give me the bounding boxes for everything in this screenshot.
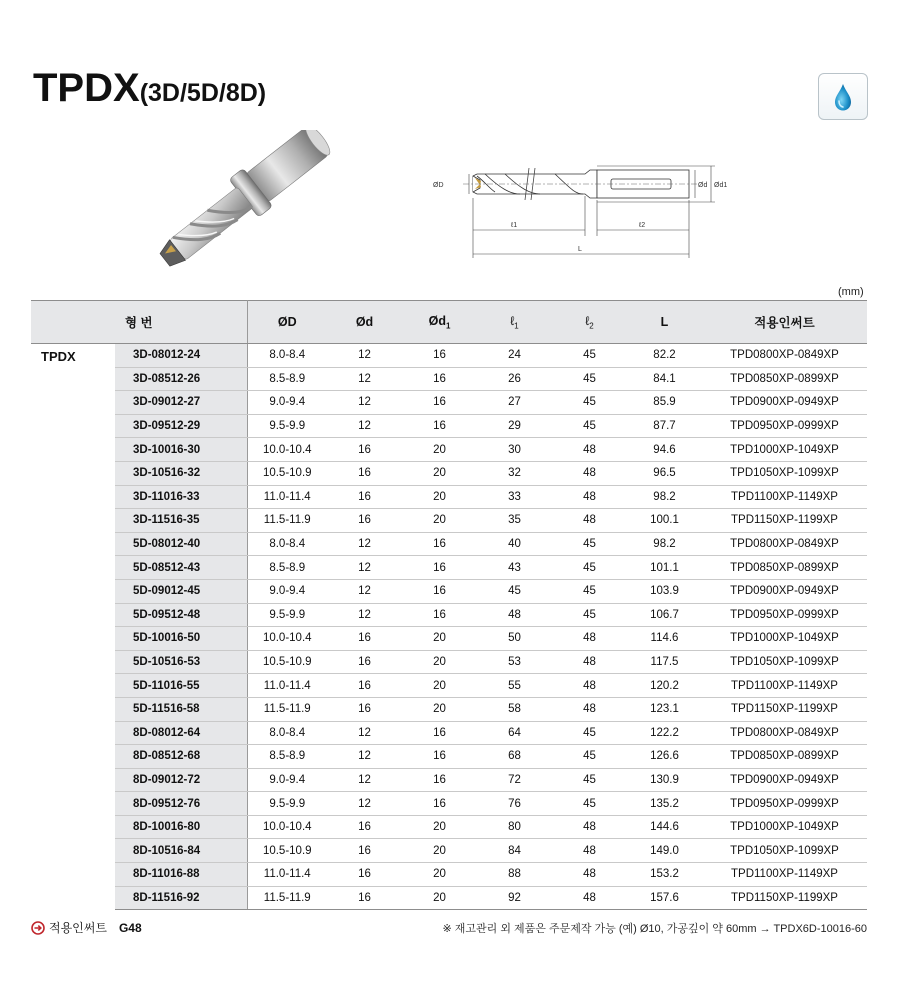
cell-insert: TPD1050XP-1099XP xyxy=(702,461,867,485)
cell-d: 11.0-11.4 xyxy=(247,674,327,698)
cell-l2: 48 xyxy=(552,509,627,533)
model-cell: 5D-09512-48 xyxy=(115,603,247,627)
footer-ref-page: G48 xyxy=(118,920,142,935)
cell-d: 16 xyxy=(327,650,402,674)
model-cell: 3D-10516-32 xyxy=(115,461,247,485)
cell-d: 8.5-8.9 xyxy=(247,745,327,769)
cell-l1: 53 xyxy=(477,650,552,674)
cell-d: 8.5-8.9 xyxy=(247,367,327,391)
cell-insert: TPD1000XP-1049XP xyxy=(702,438,867,462)
cell-l: 149.0 xyxy=(627,839,702,863)
cell-d: 12 xyxy=(327,414,402,438)
title-sub: (3D/5D/8D) xyxy=(139,79,267,107)
cell-d: 16 xyxy=(327,461,402,485)
cell-insert: TPD1000XP-1049XP xyxy=(702,815,867,839)
cell-insert: TPD1100XP-1149XP xyxy=(702,674,867,698)
title-main: TPDX xyxy=(33,66,140,110)
header-D: ØD xyxy=(247,301,327,344)
cell-insert: TPD0800XP-0849XP xyxy=(702,344,867,368)
cell-d: 10.0-10.4 xyxy=(247,627,327,651)
cell-d: 12 xyxy=(327,391,402,415)
cell-d1: 16 xyxy=(402,721,477,745)
cell-l: 98.2 xyxy=(627,485,702,509)
cell-l2: 48 xyxy=(552,839,627,863)
label-l2: ℓ2 xyxy=(639,222,646,229)
cell-d: 16 xyxy=(327,839,402,863)
label-l1: ℓ1 xyxy=(511,222,518,229)
cell-l2: 48 xyxy=(552,886,627,910)
cell-l2: 45 xyxy=(552,721,627,745)
cell-l1: 72 xyxy=(477,768,552,792)
table-row xyxy=(31,815,867,839)
label-D: ØD xyxy=(433,182,444,189)
cell-d1: 20 xyxy=(402,886,477,910)
cell-d: 8.5-8.9 xyxy=(247,556,327,580)
cell-d1: 16 xyxy=(402,367,477,391)
cell-l: 98.2 xyxy=(627,532,702,556)
cell-d1: 20 xyxy=(402,485,477,509)
footer-note: ※ 재고관리 외 제품은 주문제작 가능 (예) Ø10, 가공깊이 약 60mm → TPDX6D-10016-60 xyxy=(442,923,867,935)
cell-d: 16 xyxy=(327,485,402,509)
cell-d1: 16 xyxy=(402,344,477,368)
cell-l1: 55 xyxy=(477,674,552,698)
model-cell: 3D-11516-35 xyxy=(115,509,247,533)
cell-l2: 45 xyxy=(552,391,627,415)
table-row xyxy=(31,674,867,698)
cell-l: 120.2 xyxy=(627,674,702,698)
cell-l2: 48 xyxy=(552,863,627,887)
cell-d: 9.0-9.4 xyxy=(247,768,327,792)
cell-l1: 84 xyxy=(477,839,552,863)
model-cell: 3D-09512-29 xyxy=(115,414,247,438)
cell-d: 12 xyxy=(327,556,402,580)
cell-l1: 24 xyxy=(477,344,552,368)
model-cell: 5D-08012-40 xyxy=(115,532,247,556)
table-row xyxy=(31,721,867,745)
table-row xyxy=(31,863,867,887)
cell-insert: TPD0800XP-0849XP xyxy=(702,721,867,745)
cell-l2: 45 xyxy=(552,579,627,603)
cell-l: 101.1 xyxy=(627,556,702,580)
cell-l1: 35 xyxy=(477,509,552,533)
cell-insert: TPD1100XP-1149XP xyxy=(702,485,867,509)
cell-l: 84.1 xyxy=(627,367,702,391)
cell-l1: 30 xyxy=(477,438,552,462)
cell-l: 117.5 xyxy=(627,650,702,674)
cell-d1: 16 xyxy=(402,745,477,769)
group-label: TPDX xyxy=(41,349,76,364)
cell-d: 12 xyxy=(327,579,402,603)
table-row xyxy=(31,839,867,863)
cell-l: 94.6 xyxy=(627,438,702,462)
cell-d: 12 xyxy=(327,721,402,745)
cell-d: 12 xyxy=(327,792,402,816)
cell-l: 123.1 xyxy=(627,697,702,721)
cell-insert: TPD1150XP-1199XP xyxy=(702,697,867,721)
table-row xyxy=(31,650,867,674)
cell-d1: 20 xyxy=(402,863,477,887)
cell-d: 11.5-11.9 xyxy=(247,886,327,910)
model-cell: 8D-10016-80 xyxy=(115,815,247,839)
table-row xyxy=(31,509,867,533)
cell-l1: 64 xyxy=(477,721,552,745)
table-row xyxy=(31,461,867,485)
cell-d: 12 xyxy=(327,367,402,391)
cell-l: 103.9 xyxy=(627,579,702,603)
cell-d1: 16 xyxy=(402,792,477,816)
table-row xyxy=(31,579,867,603)
model-cell: 8D-11516-92 xyxy=(115,886,247,910)
cell-l: 135.2 xyxy=(627,792,702,816)
table-row xyxy=(31,627,867,651)
table-row xyxy=(31,485,867,509)
cell-l1: 92 xyxy=(477,886,552,910)
model-cell: 8D-10516-84 xyxy=(115,839,247,863)
cell-d: 10.0-10.4 xyxy=(247,815,327,839)
cell-d: 16 xyxy=(327,674,402,698)
cell-l1: 76 xyxy=(477,792,552,816)
header-L: L xyxy=(627,301,702,344)
cell-insert: TPD1050XP-1099XP xyxy=(702,650,867,674)
cell-insert: TPD0900XP-0949XP xyxy=(702,768,867,792)
cell-l: 85.9 xyxy=(627,391,702,415)
cell-d1: 16 xyxy=(402,414,477,438)
unit-label: (mm) xyxy=(838,286,864,298)
model-cell: 3D-10016-30 xyxy=(115,438,247,462)
cell-l: 96.5 xyxy=(627,461,702,485)
cell-d1: 16 xyxy=(402,603,477,627)
cell-d1: 16 xyxy=(402,532,477,556)
cell-l: 144.6 xyxy=(627,815,702,839)
cell-d: 10.0-10.4 xyxy=(247,438,327,462)
cell-d: 8.0-8.4 xyxy=(247,721,327,745)
cell-l2: 45 xyxy=(552,792,627,816)
label-d: Ød xyxy=(698,182,708,189)
model-cell: 5D-08512-43 xyxy=(115,556,247,580)
table-row xyxy=(31,792,867,816)
cell-l1: 45 xyxy=(477,579,552,603)
cell-d: 9.5-9.9 xyxy=(247,792,327,816)
cell-d: 10.5-10.9 xyxy=(247,650,327,674)
cell-insert: TPD1100XP-1149XP xyxy=(702,863,867,887)
cell-d1: 20 xyxy=(402,627,477,651)
cell-l2: 48 xyxy=(552,485,627,509)
cell-d: 12 xyxy=(327,532,402,556)
table-header-row xyxy=(31,301,867,344)
cell-d: 11.0-11.4 xyxy=(247,485,327,509)
model-cell: 8D-08012-64 xyxy=(115,721,247,745)
cell-d1: 20 xyxy=(402,815,477,839)
cell-insert: TPD0900XP-0949XP xyxy=(702,579,867,603)
cell-d: 16 xyxy=(327,509,402,533)
cell-d: 9.5-9.9 xyxy=(247,414,327,438)
cell-d: 11.0-11.4 xyxy=(247,863,327,887)
cell-d: 16 xyxy=(327,697,402,721)
cell-l1: 58 xyxy=(477,697,552,721)
drill-photo xyxy=(130,130,340,280)
cell-l: 157.6 xyxy=(627,886,702,910)
cell-insert: TPD1150XP-1199XP xyxy=(702,509,867,533)
model-cell: 5D-11016-55 xyxy=(115,674,247,698)
cell-l2: 45 xyxy=(552,745,627,769)
cell-insert: TPD0950XP-0999XP xyxy=(702,792,867,816)
footer-ref-label: 적용인써트 xyxy=(49,921,107,935)
cell-d1: 16 xyxy=(402,556,477,580)
cell-insert: TPD1150XP-1199XP xyxy=(702,886,867,910)
label-d1: Ød1 xyxy=(714,182,728,189)
header-model: 형 번 xyxy=(31,301,247,344)
model-cell: 8D-09512-76 xyxy=(115,792,247,816)
cell-l2: 45 xyxy=(552,344,627,368)
table-row xyxy=(31,697,867,721)
cell-l2: 45 xyxy=(552,367,627,391)
cell-l2: 48 xyxy=(552,438,627,462)
cell-l2: 48 xyxy=(552,674,627,698)
table-row xyxy=(31,438,867,462)
footer-reference xyxy=(31,919,142,936)
cell-d: 16 xyxy=(327,815,402,839)
cell-l1: 33 xyxy=(477,485,552,509)
table-row xyxy=(31,768,867,792)
cell-d: 9.0-9.4 xyxy=(247,391,327,415)
cell-d1: 20 xyxy=(402,461,477,485)
cell-d: 11.5-11.9 xyxy=(247,509,327,533)
model-cell: 5D-11516-58 xyxy=(115,697,247,721)
table-row xyxy=(31,886,867,910)
cell-l1: 68 xyxy=(477,745,552,769)
cell-d: 16 xyxy=(327,438,402,462)
header-l2: ℓ$_2$ xyxy=(552,301,627,344)
cell-l2: 48 xyxy=(552,697,627,721)
cell-insert: TPD0800XP-0849XP xyxy=(702,532,867,556)
cell-l1: 29 xyxy=(477,414,552,438)
arrow-circle-icon xyxy=(31,921,45,935)
header-l1: ℓ$_1$ xyxy=(477,301,552,344)
cell-insert: TPD0850XP-0899XP xyxy=(702,745,867,769)
cell-l2: 45 xyxy=(552,414,627,438)
model-cell: 3D-11016-33 xyxy=(115,485,247,509)
cell-insert: TPD0900XP-0949XP xyxy=(702,391,867,415)
cell-d: 8.0-8.4 xyxy=(247,344,327,368)
cell-l1: 32 xyxy=(477,461,552,485)
cell-d1: 20 xyxy=(402,438,477,462)
cell-l: 153.2 xyxy=(627,863,702,887)
table-row xyxy=(31,414,867,438)
model-cell: 8D-11016-88 xyxy=(115,863,247,887)
cell-l2: 45 xyxy=(552,532,627,556)
cell-insert: TPD1050XP-1099XP xyxy=(702,839,867,863)
cell-d1: 20 xyxy=(402,650,477,674)
header-d: Ød xyxy=(327,301,402,344)
cell-l1: 80 xyxy=(477,815,552,839)
model-cell: 3D-09012-27 xyxy=(115,391,247,415)
cell-l: 87.7 xyxy=(627,414,702,438)
header-insert: 적용인써트 xyxy=(702,301,867,344)
model-cell: 5D-10016-50 xyxy=(115,627,247,651)
cell-l1: 50 xyxy=(477,627,552,651)
cell-l: 106.7 xyxy=(627,603,702,627)
cell-l2: 48 xyxy=(552,461,627,485)
cell-d1: 16 xyxy=(402,391,477,415)
cell-insert: TPD0850XP-0899XP xyxy=(702,556,867,580)
cell-insert: TPD0950XP-0999XP xyxy=(702,414,867,438)
cell-d: 12 xyxy=(327,768,402,792)
model-cell: 3D-08512-26 xyxy=(115,367,247,391)
cell-d: 12 xyxy=(327,603,402,627)
model-cell: 8D-09012-72 xyxy=(115,768,247,792)
cell-l2: 48 xyxy=(552,650,627,674)
table-row xyxy=(31,391,867,415)
cell-l2: 45 xyxy=(552,556,627,580)
cell-l: 122.2 xyxy=(627,721,702,745)
cell-l2: 45 xyxy=(552,603,627,627)
dimension-diagram xyxy=(425,158,745,263)
table-row xyxy=(31,532,867,556)
cell-l1: 43 xyxy=(477,556,552,580)
cell-d1: 20 xyxy=(402,509,477,533)
cell-insert: TPD1000XP-1049XP xyxy=(702,627,867,651)
cell-d: 9.0-9.4 xyxy=(247,579,327,603)
cell-l2: 48 xyxy=(552,815,627,839)
cell-l: 130.9 xyxy=(627,768,702,792)
cell-insert: TPD0850XP-0899XP xyxy=(702,367,867,391)
model-cell: 3D-08012-24 xyxy=(115,344,247,368)
cell-l1: 88 xyxy=(477,863,552,887)
cell-l: 114.6 xyxy=(627,627,702,651)
label-L: L xyxy=(578,246,582,253)
cell-d1: 20 xyxy=(402,697,477,721)
model-cell: 5D-09012-45 xyxy=(115,579,247,603)
cell-d: 16 xyxy=(327,627,402,651)
cell-d1: 20 xyxy=(402,839,477,863)
table-row xyxy=(31,556,867,580)
cell-d: 10.5-10.9 xyxy=(247,839,327,863)
cell-d: 16 xyxy=(327,886,402,910)
table-row xyxy=(31,603,867,627)
spec-table xyxy=(31,300,867,910)
table-row xyxy=(31,367,867,391)
cell-l1: 48 xyxy=(477,603,552,627)
cell-d: 12 xyxy=(327,745,402,769)
cell-l1: 26 xyxy=(477,367,552,391)
cell-d: 8.0-8.4 xyxy=(247,532,327,556)
cell-l2: 48 xyxy=(552,627,627,651)
model-cell: 5D-10516-53 xyxy=(115,650,247,674)
cell-d: 12 xyxy=(327,344,402,368)
cell-l2: 45 xyxy=(552,768,627,792)
cell-insert: TPD0950XP-0999XP xyxy=(702,603,867,627)
header-d1: $Ød_1$ xyxy=(402,301,477,344)
table-row xyxy=(31,745,867,769)
cell-l: 100.1 xyxy=(627,509,702,533)
cell-d1: 16 xyxy=(402,768,477,792)
cell-l1: 27 xyxy=(477,391,552,415)
cell-d: 16 xyxy=(327,863,402,887)
cell-d: 11.5-11.9 xyxy=(247,697,327,721)
coolant-drop-icon xyxy=(832,82,854,112)
cell-l: 126.6 xyxy=(627,745,702,769)
cell-l: 82.2 xyxy=(627,344,702,368)
coolant-badge xyxy=(818,73,868,120)
cell-d1: 20 xyxy=(402,674,477,698)
cell-d: 9.5-9.9 xyxy=(247,603,327,627)
table-row xyxy=(31,344,867,368)
cell-d: 10.5-10.9 xyxy=(247,461,327,485)
model-cell: 8D-08512-68 xyxy=(115,745,247,769)
cell-l1: 40 xyxy=(477,532,552,556)
page-title xyxy=(33,66,266,111)
cell-d1: 16 xyxy=(402,579,477,603)
